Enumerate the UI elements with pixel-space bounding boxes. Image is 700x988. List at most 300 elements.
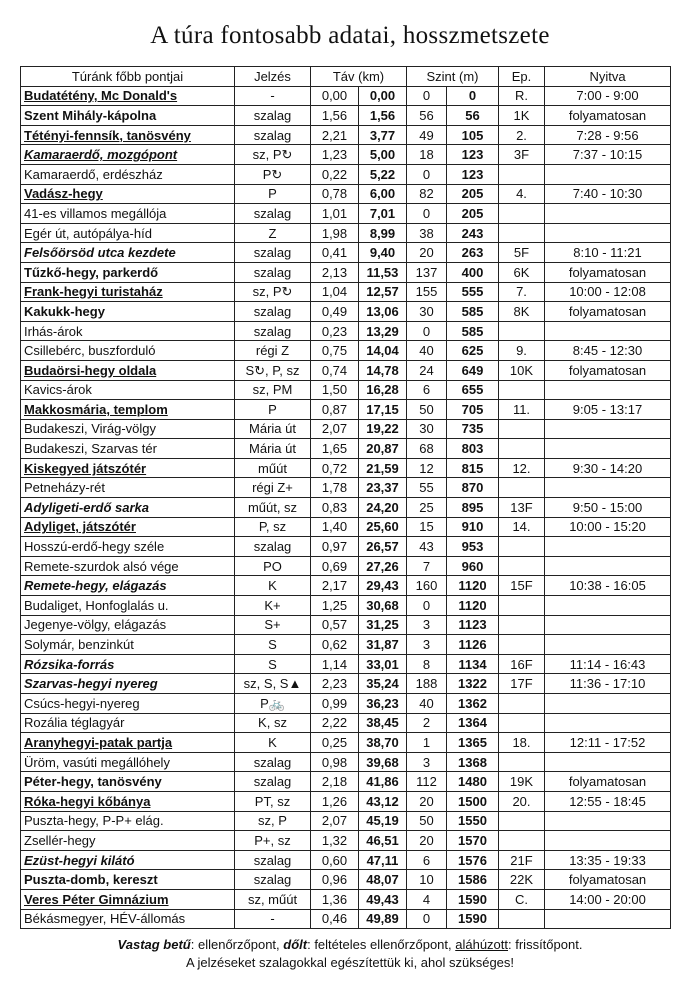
cell-open-hours: 8:10 - 11:21 <box>545 243 671 263</box>
table-row <box>21 400 671 420</box>
legend-bold-term: Vastag betű <box>117 937 191 952</box>
cell-point: Makkosmária, templom <box>21 400 235 420</box>
table-row <box>21 478 671 498</box>
legend-italic-term: dőlt <box>283 937 308 952</box>
cell-open-hours: folyamatosan <box>545 302 671 322</box>
cell-point: Jegenye-völgy, elágazás <box>21 615 235 635</box>
cell-cumulative-distance: 21,59 <box>359 458 407 478</box>
table-row <box>21 870 671 890</box>
cell-checkpoint <box>499 909 545 929</box>
cell-cumulative-distance: 6,00 <box>359 184 407 204</box>
cell-point: Budakeszi, Virág-völgy <box>21 419 235 439</box>
cell-cumulative-distance: 45,19 <box>359 811 407 831</box>
cell-total-elevation: 1590 <box>447 909 499 929</box>
table-row <box>21 733 671 753</box>
cell-total-elevation: 735 <box>447 419 499 439</box>
legend-note: A jelzéseket szalagokkal egészítettük ki, ahol szükséges! <box>185 955 515 970</box>
cell-open-hours <box>545 223 671 243</box>
legend-underline-term: aláhúzott <box>455 937 509 952</box>
cell-segment-distance: 0,69 <box>311 556 359 576</box>
cell-total-elevation: 960 <box>447 556 499 576</box>
cell-open-hours: 10:38 - 16:05 <box>545 576 671 596</box>
cell-cumulative-distance: 11,53 <box>359 262 407 282</box>
cell-marking: szalag <box>235 243 311 263</box>
cell-climb: 155 <box>407 282 447 302</box>
cell-marking: Z <box>235 223 311 243</box>
cell-cumulative-distance: 8,99 <box>359 223 407 243</box>
cell-segment-distance: 0,60 <box>311 850 359 870</box>
cell-cumulative-distance: 23,37 <box>359 478 407 498</box>
cell-cumulative-distance: 33,01 <box>359 654 407 674</box>
cell-segment-distance: 0,83 <box>311 498 359 518</box>
cell-climb: 0 <box>407 909 447 929</box>
cell-marking: sz, PM <box>235 380 311 400</box>
cell-marking: - <box>235 909 311 929</box>
cell-point: Budakeszi, Szarvas tér <box>21 439 235 459</box>
cell-cumulative-distance: 27,26 <box>359 556 407 576</box>
cell-marking: PT, sz <box>235 791 311 811</box>
cell-point: Budatétény, Mc Donald's <box>21 86 235 106</box>
table-row <box>21 458 671 478</box>
cell-climb: 43 <box>407 537 447 557</box>
cell-marking: K+ <box>235 596 311 616</box>
cell-point: Budaörsi-hegy oldala <box>21 360 235 380</box>
cell-segment-distance: 0,57 <box>311 615 359 635</box>
cell-point: Remete-szurdok alsó vége <box>21 556 235 576</box>
cell-cumulative-distance: 12,57 <box>359 282 407 302</box>
cell-marking: PO <box>235 556 311 576</box>
cell-cumulative-distance: 19,22 <box>359 419 407 439</box>
cell-marking: régi Z <box>235 341 311 361</box>
cell-point: Csillebérc, buszforduló <box>21 341 235 361</box>
cell-marking: régi Z+ <box>235 478 311 498</box>
cell-point: Szent Mihály-kápolna <box>21 106 235 126</box>
cell-climb: 68 <box>407 439 447 459</box>
cell-marking: szalag <box>235 850 311 870</box>
cell-climb: 25 <box>407 498 447 518</box>
cell-cumulative-distance: 39,68 <box>359 752 407 772</box>
cell-checkpoint <box>499 635 545 655</box>
cell-cumulative-distance: 13,29 <box>359 321 407 341</box>
cell-open-hours: 14:00 - 20:00 <box>545 889 671 909</box>
cell-total-elevation: 585 <box>447 302 499 322</box>
cell-checkpoint: 2. <box>499 125 545 145</box>
cell-segment-distance: 0,96 <box>311 870 359 890</box>
cell-open-hours <box>545 596 671 616</box>
cell-segment-distance: 0,87 <box>311 400 359 420</box>
table-row <box>21 321 671 341</box>
cell-segment-distance: 0,78 <box>311 184 359 204</box>
cell-open-hours <box>545 321 671 341</box>
cell-point: Kavics-árok <box>21 380 235 400</box>
cell-total-elevation: 123 <box>447 164 499 184</box>
cell-point: Rozália téglagyár <box>21 713 235 733</box>
table-row <box>21 889 671 909</box>
cell-total-elevation: 585 <box>447 321 499 341</box>
cell-segment-distance: 1,32 <box>311 831 359 851</box>
cell-segment-distance: 2,21 <box>311 125 359 145</box>
cell-point: Felsőörsöd utca kezdete <box>21 243 235 263</box>
cell-cumulative-distance: 38,45 <box>359 713 407 733</box>
cell-open-hours: 10:00 - 12:08 <box>545 282 671 302</box>
cell-segment-distance: 0,75 <box>311 341 359 361</box>
table-row <box>21 791 671 811</box>
cell-open-hours <box>545 909 671 929</box>
cell-cumulative-distance: 31,25 <box>359 615 407 635</box>
table-row <box>21 419 671 439</box>
cell-climb: 160 <box>407 576 447 596</box>
cell-cumulative-distance: 41,86 <box>359 772 407 792</box>
cell-segment-distance: 0,99 <box>311 694 359 714</box>
cell-climb: 49 <box>407 125 447 145</box>
cell-segment-distance: 0,22 <box>311 164 359 184</box>
cell-marking: szalag <box>235 204 311 224</box>
cell-segment-distance: 0,00 <box>311 86 359 106</box>
table-row <box>21 537 671 557</box>
cell-open-hours <box>545 380 671 400</box>
cell-total-elevation: 1365 <box>447 733 499 753</box>
cell-climb: 20 <box>407 243 447 263</box>
cell-open-hours: 7:28 - 9:56 <box>545 125 671 145</box>
cell-point: Kamaraerdő, erdészház <box>21 164 235 184</box>
cell-checkpoint: 16F <box>499 654 545 674</box>
cell-total-elevation: 1126 <box>447 635 499 655</box>
cell-cumulative-distance: 1,56 <box>359 106 407 126</box>
cell-point: Adyliget, játszótér <box>21 517 235 537</box>
table-row <box>21 713 671 733</box>
cell-marking: szalag <box>235 752 311 772</box>
cell-segment-distance: 1,65 <box>311 439 359 459</box>
cell-open-hours <box>545 713 671 733</box>
cell-open-hours <box>545 694 671 714</box>
cell-segment-distance: 0,23 <box>311 321 359 341</box>
cell-total-elevation: 1123 <box>447 615 499 635</box>
cell-point: Békásmegyer, HÉV-állomás <box>21 909 235 929</box>
route-table-body <box>21 86 671 929</box>
cell-open-hours <box>545 419 671 439</box>
table-row <box>21 360 671 380</box>
cell-checkpoint <box>499 164 545 184</box>
cell-segment-distance: 0,49 <box>311 302 359 322</box>
cell-open-hours <box>545 752 671 772</box>
cell-point: Péter-hegy, tanösvény <box>21 772 235 792</box>
cell-checkpoint <box>499 615 545 635</box>
cell-checkpoint <box>499 752 545 772</box>
cell-checkpoint <box>499 537 545 557</box>
cell-climb: 15 <box>407 517 447 537</box>
table-row <box>21 831 671 851</box>
cell-climb: 137 <box>407 262 447 282</box>
cell-cumulative-distance: 29,43 <box>359 576 407 596</box>
cell-checkpoint: R. <box>499 86 545 106</box>
cell-climb: 0 <box>407 86 447 106</box>
cell-total-elevation: 1120 <box>447 596 499 616</box>
page-title: A túra fontosabb adatai, hosszmetszete <box>150 22 550 49</box>
cell-climb: 12 <box>407 458 447 478</box>
cell-point: Aranyhegyi-patak partja <box>21 733 235 753</box>
cell-cumulative-distance: 3,77 <box>359 125 407 145</box>
cell-open-hours <box>545 635 671 655</box>
cell-cumulative-distance: 5,22 <box>359 164 407 184</box>
cell-segment-distance: 1,23 <box>311 145 359 165</box>
cell-segment-distance: 1,36 <box>311 889 359 909</box>
cell-segment-distance: 1,25 <box>311 596 359 616</box>
table-row <box>21 262 671 282</box>
cell-segment-distance: 0,74 <box>311 360 359 380</box>
cell-checkpoint <box>499 811 545 831</box>
cell-climb: 1 <box>407 733 447 753</box>
table-row <box>21 576 671 596</box>
legend-line <box>0 937 700 952</box>
table-row <box>21 106 671 126</box>
cell-checkpoint: 15F <box>499 576 545 596</box>
cell-total-elevation: 910 <box>447 517 499 537</box>
table-row <box>21 184 671 204</box>
cell-point: Csúcs-hegyi-nyereg <box>21 694 235 714</box>
cell-marking: szalag <box>235 870 311 890</box>
cell-marking: szalag <box>235 302 311 322</box>
table-row <box>21 380 671 400</box>
cell-marking: P🚲 <box>235 694 311 714</box>
table-row <box>21 772 671 792</box>
cell-cumulative-distance: 20,87 <box>359 439 407 459</box>
cell-marking: S <box>235 635 311 655</box>
table-row <box>21 341 671 361</box>
cell-segment-distance: 0,72 <box>311 458 359 478</box>
cell-checkpoint: 8K <box>499 302 545 322</box>
cell-open-hours: 7:37 - 10:15 <box>545 145 671 165</box>
table-row <box>21 635 671 655</box>
cell-total-elevation: 555 <box>447 282 499 302</box>
cell-open-hours: folyamatosan <box>545 360 671 380</box>
table-row <box>21 850 671 870</box>
cell-segment-distance: 2,18 <box>311 772 359 792</box>
cell-climb: 56 <box>407 106 447 126</box>
cell-segment-distance: 0,98 <box>311 752 359 772</box>
cell-cumulative-distance: 49,89 <box>359 909 407 929</box>
cell-cumulative-distance: 16,28 <box>359 380 407 400</box>
cell-climb: 0 <box>407 204 447 224</box>
cell-marking: szalag <box>235 537 311 557</box>
cell-cumulative-distance: 48,07 <box>359 870 407 890</box>
cell-checkpoint <box>499 380 545 400</box>
cell-cumulative-distance: 5,00 <box>359 145 407 165</box>
cell-climb: 30 <box>407 419 447 439</box>
cell-cumulative-distance: 38,70 <box>359 733 407 753</box>
cell-checkpoint <box>499 478 545 498</box>
cell-marking: P+, sz <box>235 831 311 851</box>
cell-total-elevation: 625 <box>447 341 499 361</box>
cell-climb: 6 <box>407 380 447 400</box>
table-row <box>21 164 671 184</box>
cell-point: 41-es villamos megállója <box>21 204 235 224</box>
cell-open-hours <box>545 164 671 184</box>
cell-marking: szalag <box>235 106 311 126</box>
cell-segment-distance: 0,46 <box>311 909 359 929</box>
cell-cumulative-distance: 30,68 <box>359 596 407 616</box>
cell-open-hours <box>545 556 671 576</box>
cell-open-hours <box>545 439 671 459</box>
cell-total-elevation: 1586 <box>447 870 499 890</box>
cell-open-hours: folyamatosan <box>545 870 671 890</box>
cell-climb: 112 <box>407 772 447 792</box>
table-row <box>21 517 671 537</box>
cell-total-elevation: 1590 <box>447 889 499 909</box>
cell-open-hours: 9:05 - 13:17 <box>545 400 671 420</box>
cell-point: Hosszú-erdő-hegy széle <box>21 537 235 557</box>
cell-open-hours <box>545 811 671 831</box>
cell-marking: Mária út <box>235 419 311 439</box>
cell-point: Vadász-hegy <box>21 184 235 204</box>
cell-total-elevation: 649 <box>447 360 499 380</box>
cell-total-elevation: 803 <box>447 439 499 459</box>
cell-point: Kamaraerdő, mozgópont <box>21 145 235 165</box>
cell-checkpoint: 1K <box>499 106 545 126</box>
cell-cumulative-distance: 9,40 <box>359 243 407 263</box>
table-row <box>21 556 671 576</box>
cell-segment-distance: 0,25 <box>311 733 359 753</box>
cell-checkpoint <box>499 694 545 714</box>
cell-checkpoint <box>499 321 545 341</box>
cell-point: Irhás-árok <box>21 321 235 341</box>
cell-total-elevation: 56 <box>447 106 499 126</box>
cell-checkpoint: 3F <box>499 145 545 165</box>
cell-cumulative-distance: 13,06 <box>359 302 407 322</box>
cell-climb: 0 <box>407 164 447 184</box>
cell-point: Szarvas-hegyi nyereg <box>21 674 235 694</box>
cell-checkpoint <box>499 556 545 576</box>
cell-cumulative-distance: 31,87 <box>359 635 407 655</box>
cell-climb: 188 <box>407 674 447 694</box>
cell-total-elevation: 655 <box>447 380 499 400</box>
cell-climb: 50 <box>407 811 447 831</box>
table-row <box>21 223 671 243</box>
cell-segment-distance: 0,97 <box>311 537 359 557</box>
cell-checkpoint <box>499 596 545 616</box>
cell-point: Tűzkő-hegy, parkerdő <box>21 262 235 282</box>
cell-total-elevation: 705 <box>447 400 499 420</box>
cell-checkpoint <box>499 439 545 459</box>
cell-checkpoint: 22K <box>499 870 545 890</box>
cell-checkpoint: 6K <box>499 262 545 282</box>
cell-checkpoint <box>499 831 545 851</box>
cell-total-elevation: 1570 <box>447 831 499 851</box>
cell-marking: K <box>235 576 311 596</box>
table-row <box>21 86 671 106</box>
cell-segment-distance: 0,62 <box>311 635 359 655</box>
cell-marking: szalag <box>235 125 311 145</box>
cell-climb: 38 <box>407 223 447 243</box>
cell-checkpoint: 9. <box>499 341 545 361</box>
cell-open-hours <box>545 537 671 557</box>
cell-total-elevation: 1364 <box>447 713 499 733</box>
cell-point: Veres Péter Gimnázium <box>21 889 235 909</box>
cell-marking: sz, P↻ <box>235 145 311 165</box>
legend-italic-desc: : feltételes ellenőrzőpont, <box>307 937 456 952</box>
cell-climb: 82 <box>407 184 447 204</box>
cell-point: Rózsika-forrás <box>21 654 235 674</box>
cell-climb: 40 <box>407 341 447 361</box>
cell-checkpoint: 12. <box>499 458 545 478</box>
cell-point: Solymár, benzinkút <box>21 635 235 655</box>
cell-segment-distance: 1,26 <box>311 791 359 811</box>
cell-total-elevation: 105 <box>447 125 499 145</box>
cell-cumulative-distance: 47,11 <box>359 850 407 870</box>
cell-marking: műút <box>235 458 311 478</box>
cell-checkpoint <box>499 419 545 439</box>
cell-open-hours: folyamatosan <box>545 262 671 282</box>
cell-checkpoint: 14. <box>499 517 545 537</box>
cell-total-elevation: 205 <box>447 184 499 204</box>
cell-segment-distance: 2,13 <box>311 262 359 282</box>
cell-open-hours: 9:30 - 14:20 <box>545 458 671 478</box>
cell-total-elevation: 1322 <box>447 674 499 694</box>
cell-climb: 30 <box>407 302 447 322</box>
cell-climb: 2 <box>407 713 447 733</box>
cell-open-hours <box>545 615 671 635</box>
cell-checkpoint: 20. <box>499 791 545 811</box>
cell-marking: sz, P <box>235 811 311 831</box>
cell-total-elevation: 1120 <box>447 576 499 596</box>
cell-cumulative-distance: 46,51 <box>359 831 407 851</box>
cell-point: Egér út, autópálya-híd <box>21 223 235 243</box>
cell-cumulative-distance: 14,04 <box>359 341 407 361</box>
cell-checkpoint: 5F <box>499 243 545 263</box>
cell-marking: szalag <box>235 321 311 341</box>
cell-segment-distance: 1,01 <box>311 204 359 224</box>
cell-cumulative-distance: 26,57 <box>359 537 407 557</box>
cell-climb: 0 <box>407 596 447 616</box>
cell-total-elevation: 953 <box>447 537 499 557</box>
cell-open-hours: 12:11 - 17:52 <box>545 733 671 753</box>
table-row <box>21 674 671 694</box>
cell-point: Ezüst-hegyi kilátó <box>21 850 235 870</box>
cell-marking: P <box>235 184 311 204</box>
cell-checkpoint: C. <box>499 889 545 909</box>
cell-climb: 8 <box>407 654 447 674</box>
cell-segment-distance: 1,56 <box>311 106 359 126</box>
table-row <box>21 615 671 635</box>
cell-climb: 3 <box>407 635 447 655</box>
cell-climb: 3 <box>407 752 447 772</box>
cell-total-elevation: 205 <box>447 204 499 224</box>
cell-climb: 55 <box>407 478 447 498</box>
cell-open-hours: 10:00 - 15:20 <box>545 517 671 537</box>
cell-open-hours: 8:45 - 12:30 <box>545 341 671 361</box>
cell-open-hours: 13:35 - 19:33 <box>545 850 671 870</box>
cell-checkpoint: 4. <box>499 184 545 204</box>
cell-cumulative-distance: 49,43 <box>359 889 407 909</box>
cell-total-elevation: 1368 <box>447 752 499 772</box>
cell-climb: 6 <box>407 850 447 870</box>
legend-underline-desc: : frissítőpont. <box>508 937 583 952</box>
cell-open-hours <box>545 831 671 851</box>
cell-marking: P↻ <box>235 164 311 184</box>
cell-climb: 24 <box>407 360 447 380</box>
cell-climb: 3 <box>407 615 447 635</box>
cell-climb: 20 <box>407 791 447 811</box>
cell-segment-distance: 2,23 <box>311 674 359 694</box>
table-row <box>21 694 671 714</box>
cell-marking: sz, S, S▲ <box>235 674 311 694</box>
cell-cumulative-distance: 25,60 <box>359 517 407 537</box>
cell-open-hours <box>545 204 671 224</box>
cell-marking: - <box>235 86 311 106</box>
cell-cumulative-distance: 14,78 <box>359 360 407 380</box>
cell-climb: 20 <box>407 831 447 851</box>
cell-marking: Mária út <box>235 439 311 459</box>
legend-bold-desc: : ellenőrzőpont, <box>190 937 284 952</box>
